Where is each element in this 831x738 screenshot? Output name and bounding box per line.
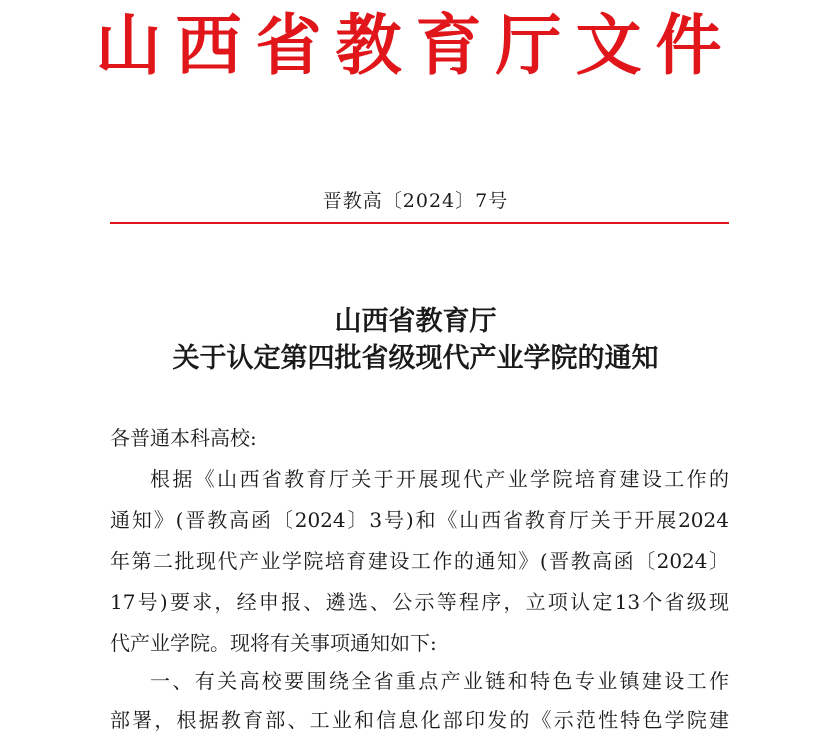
paragraph-line: 通知》(晋教高函〔2024〕3号)和《山西省教育厅关于开展2024 — [110, 508, 729, 532]
salutation: 各普通本科高校: — [110, 426, 257, 450]
paragraph-line: 根据《山西省教育厅关于开展现代产业学院培育建设工作的 — [150, 467, 729, 491]
paragraph-line: 17号)要求，经申报、遴选、公示等程序，立项认定13个省级现 — [110, 590, 729, 614]
document-title-line-2: 关于认定第四批省级现代产业学院的通知 — [172, 343, 659, 374]
document-number: 晋教高〔2024〕7号 — [322, 190, 509, 212]
paragraph-line: 年第二批现代产业学院培育建设工作的通知》(晋教高函〔2024〕 — [110, 549, 729, 573]
red-separator-line — [110, 222, 729, 224]
paragraph-line: 一、有关高校要围绕全省重点产业链和特色专业镇建设工作 — [150, 669, 729, 693]
paragraph-line: 部署，根据教育部、工业和信息化部印发的《示范性特色学院建 — [110, 708, 729, 732]
issuing-authority-header: 山西省教育厅文件 — [95, 7, 736, 84]
document-title-line-1: 山西省教育厅 — [334, 306, 497, 337]
paragraph-line: 代产业学院。现将有关事项通知如下: — [110, 631, 437, 655]
